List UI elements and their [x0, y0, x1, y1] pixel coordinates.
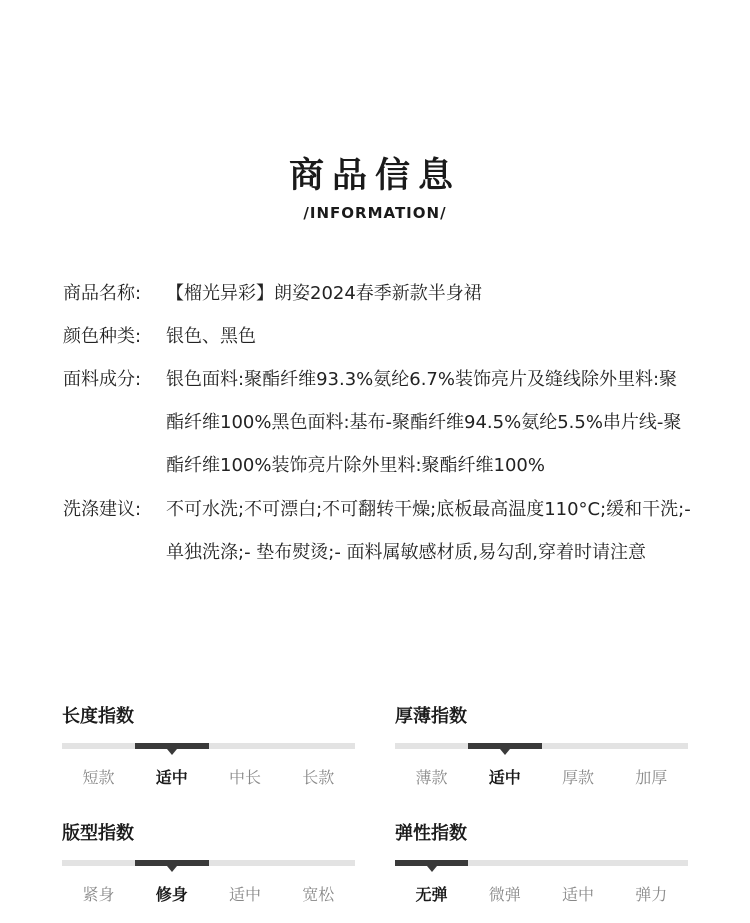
index-option: 宽松: [302, 885, 335, 904]
index-indicator: [135, 860, 208, 866]
info-value-color: 银色、黑色: [166, 326, 256, 347]
index-option: 修身: [155, 885, 188, 904]
index-option: 适中: [561, 885, 594, 904]
info-label-name: 商品名称:: [63, 283, 142, 304]
index-indicator: [135, 743, 208, 749]
index-option: 长款: [302, 768, 335, 787]
page-subtitle: /INFORMATION/: [303, 204, 447, 222]
index-option: 适中: [228, 885, 261, 904]
index-option: 弹力: [635, 885, 668, 904]
info-value-wash: 不可水洗;不可漂白;不可翻转干燥;底板最高温度110°C;缓和干洗;- 单独洗涤;- 垫布熨烫;- 面料属敏感材质,易勾刮,穿着时请注意: [166, 499, 691, 563]
info-label-wash: 洗涤建议:: [63, 499, 142, 520]
index-title: 版型指数: [62, 823, 134, 844]
index-track: [395, 743, 688, 749]
index-option: 紧身: [82, 885, 115, 904]
index-title: 弹性指数: [395, 823, 467, 844]
info-label-fabric: 面料成分:: [63, 369, 142, 390]
info-label-color: 颜色种类:: [63, 326, 142, 347]
index-option: 薄款: [415, 768, 448, 787]
index-title: 厚薄指数: [395, 706, 467, 727]
index-indicator: [468, 743, 541, 749]
index-option: 加厚: [635, 768, 668, 787]
index-track: [395, 860, 688, 866]
index-title: 长度指数: [62, 706, 134, 727]
index-option: 适中: [155, 768, 188, 787]
index-option: 无弹: [415, 885, 448, 904]
index-indicator: [395, 860, 468, 866]
index-track: [62, 743, 355, 749]
index-option: 中长: [228, 768, 261, 787]
info-value-name: 【榴光异彩】朗姿2024春季新款半身裙: [166, 283, 482, 304]
index-option: 短款: [82, 768, 115, 787]
index-option: 微弹: [488, 885, 521, 904]
index-option: 厚款: [561, 768, 594, 787]
index-option: 适中: [488, 768, 521, 787]
index-track: [62, 860, 355, 866]
info-value-fabric: 银色面料:聚酯纤维93.3%氨纶6.7%装饰亮片及缝线除外里料:聚酯纤维100%黑色面料:基布-聚酯纤维94.5%氨纶5.5%串片线-聚酯纤维100%装饰亮片除外里料:聚酯纤维100%: [166, 369, 682, 476]
page-title: 商品信息: [288, 156, 461, 196]
